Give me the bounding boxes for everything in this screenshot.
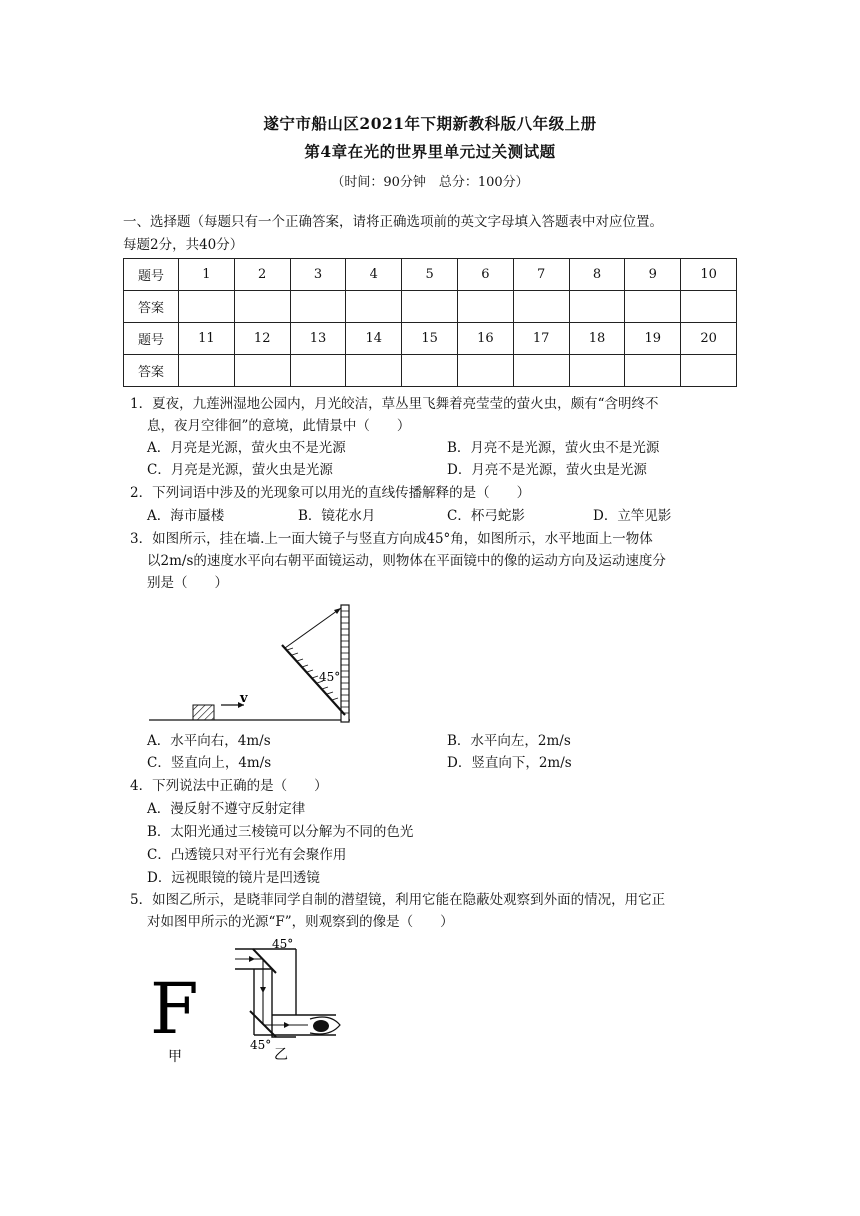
q4-option-c[interactable]: C．凸透镜只对平行光有会聚作用: [147, 847, 347, 863]
table-number-cell: 6: [457, 259, 513, 291]
light-source-F: F: [150, 968, 199, 1050]
answer-cell[interactable]: [513, 355, 569, 387]
wall: [341, 605, 349, 722]
q3-stem-line2: 以2m/s的速度水平向右朝平面镜运动，则物体在平面镜中的像的运动方向及运动速度分: [147, 553, 666, 569]
table-label-number: 题号: [124, 259, 179, 291]
q1-option-b[interactable]: B．月亮不是光源，萤火虫不是光源: [447, 440, 660, 456]
exam-title-line2: 第4章在光的世界里单元过关测试题: [304, 142, 556, 161]
q1-stem-line1: 1．夏夜，九莲洲湿地公园内，月光皎洁，草丛里飞舞着亮莹莹的萤火虫，颇有“含明终不: [130, 396, 659, 412]
table-number-cell: 3: [290, 259, 346, 291]
answer-cell[interactable]: [234, 355, 290, 387]
q4-option-a[interactable]: A．漫反射不遵守反射定律: [147, 801, 306, 817]
table-number-cell: 14: [346, 323, 402, 355]
q5-periscope-figure: [140, 933, 370, 1068]
table-number-cell: 16: [457, 323, 513, 355]
angle-label: 45°: [319, 670, 341, 684]
velocity-label: v: [240, 691, 248, 706]
answer-cell[interactable]: [625, 291, 681, 323]
answer-cell[interactable]: [179, 355, 235, 387]
mirror-rope: [285, 608, 341, 648]
table-number-cell: 17: [513, 323, 569, 355]
table-number-cell: 11: [179, 323, 235, 355]
answer-cell[interactable]: [290, 291, 346, 323]
q1-option-d[interactable]: D．月亮不是光源，萤火虫是光源: [447, 462, 647, 478]
section1-instructions-line1: 一、选择题（每题只有一个正确答案，请将正确选项前的英文字母填入答题表中对应位置。: [123, 214, 663, 230]
table-number-cell: 2: [234, 259, 290, 291]
q2-option-b[interactable]: B．镜花水月: [298, 508, 376, 524]
answer-cell[interactable]: [457, 291, 513, 323]
answer-cell[interactable]: [346, 291, 402, 323]
answer-cell[interactable]: [569, 291, 625, 323]
answer-table-answer-row: [124, 291, 737, 323]
answer-cell[interactable]: [513, 291, 569, 323]
q2-option-a[interactable]: A．海市蜃楼: [147, 508, 225, 524]
table-number-cell: 1: [179, 259, 235, 291]
angle-bottom-label: 45°: [250, 1038, 272, 1052]
q4-stem: 4．下列说法中正确的是（ ）: [130, 778, 328, 794]
q3-stem-line1: 3．如图所示，挂在墙.上一面大镜子与竖直方向成45°角，如图所示，水平地面上一物体: [130, 531, 653, 547]
q5-stem-line1: 5．如图乙所示，是晓菲同学自制的潜望镜，利用它能在隐蔽处观察到外面的情况，用它正: [130, 892, 666, 908]
table-number-cell: 15: [402, 323, 458, 355]
q3-stem-line3: 别是（ ）: [147, 575, 228, 591]
table-label-number: 题号: [124, 323, 179, 355]
table-number-cell: 4: [346, 259, 402, 291]
observer-eye-icon: [313, 1020, 329, 1032]
answer-cell[interactable]: [457, 355, 513, 387]
answer-cell[interactable]: [569, 355, 625, 387]
q3-option-b[interactable]: B．水平向左，2m/s: [447, 733, 571, 749]
q1-option-c[interactable]: C．月亮是光源，萤火虫是光源: [147, 462, 333, 478]
table-number-cell: 19: [625, 323, 681, 355]
q3-option-a[interactable]: A．水平向右，4m/s: [147, 733, 271, 749]
ray-arrowhead-2: [260, 987, 266, 993]
answer-cell[interactable]: [290, 355, 346, 387]
table-number-cell: 18: [569, 323, 625, 355]
table-label-answer: 答案: [124, 291, 179, 323]
table-number-cell: 20: [681, 323, 737, 355]
answer-table: [123, 258, 737, 387]
q4-option-b[interactable]: B．太阳光通过三棱镜可以分解为不同的色光: [147, 824, 414, 840]
answer-cell[interactable]: [681, 291, 737, 323]
table-number-cell: 7: [513, 259, 569, 291]
q2-stem: 2．下列词语中涉及的光现象可以用光的直线传播解释的是（ ）: [130, 485, 531, 501]
q2-option-d[interactable]: D．立竿见影: [593, 508, 672, 524]
table-label-answer: 答案: [124, 355, 179, 387]
answer-table-answer-row: [124, 355, 737, 387]
answer-cell[interactable]: [179, 291, 235, 323]
q5-stem-line2: 对如图甲所示的光源“F”，则观察到的像是（ ）: [147, 914, 454, 930]
answer-cell[interactable]: [234, 291, 290, 323]
moving-object: [193, 705, 214, 720]
q2-option-c[interactable]: C．杯弓蛇影: [447, 508, 525, 524]
angle-top-label: 45°: [272, 937, 294, 951]
exam-subtitle: （时间：90分钟 总分：100分）: [331, 175, 529, 190]
table-number-cell: 8: [569, 259, 625, 291]
exam-title-line1: 遂宁市船山区2021年下期新教科版八年级上册: [263, 114, 597, 133]
table-number-cell: 5: [402, 259, 458, 291]
figure-jia-label: 甲: [168, 1049, 182, 1065]
figure-yi-label: 乙: [274, 1047, 288, 1063]
q1-option-a[interactable]: A．月亮是光源，萤火虫不是光源: [147, 440, 346, 456]
table-number-cell: 10: [681, 259, 737, 291]
answer-cell[interactable]: [346, 355, 402, 387]
table-number-cell: 9: [625, 259, 681, 291]
table-number-cell: 13: [290, 323, 346, 355]
ray-arrowhead-3: [284, 1022, 290, 1028]
answer-cell[interactable]: [625, 355, 681, 387]
section1-instructions-line2: 每题2分，共40分）: [123, 237, 244, 253]
q3-mirror-figure: [145, 595, 365, 730]
ray-arrowhead-1: [249, 956, 255, 962]
q1-stem-line2: 息，夜月空徘徊”的意境，此情景中（ ）: [147, 418, 411, 434]
answer-table-number-row: [124, 323, 737, 355]
q3-option-c[interactable]: C．竖直向上，4m/s: [147, 755, 272, 771]
answer-cell[interactable]: [681, 355, 737, 387]
answer-cell[interactable]: [402, 355, 458, 387]
q4-option-d[interactable]: D．远视眼镜的镜片是凹透镜: [147, 870, 320, 886]
answer-table-number-row: [124, 259, 737, 291]
rope-arrowhead: [334, 608, 341, 614]
q3-option-d[interactable]: D．竖直向下，2m/s: [447, 755, 572, 771]
answer-cell[interactable]: [402, 291, 458, 323]
table-number-cell: 12: [234, 323, 290, 355]
